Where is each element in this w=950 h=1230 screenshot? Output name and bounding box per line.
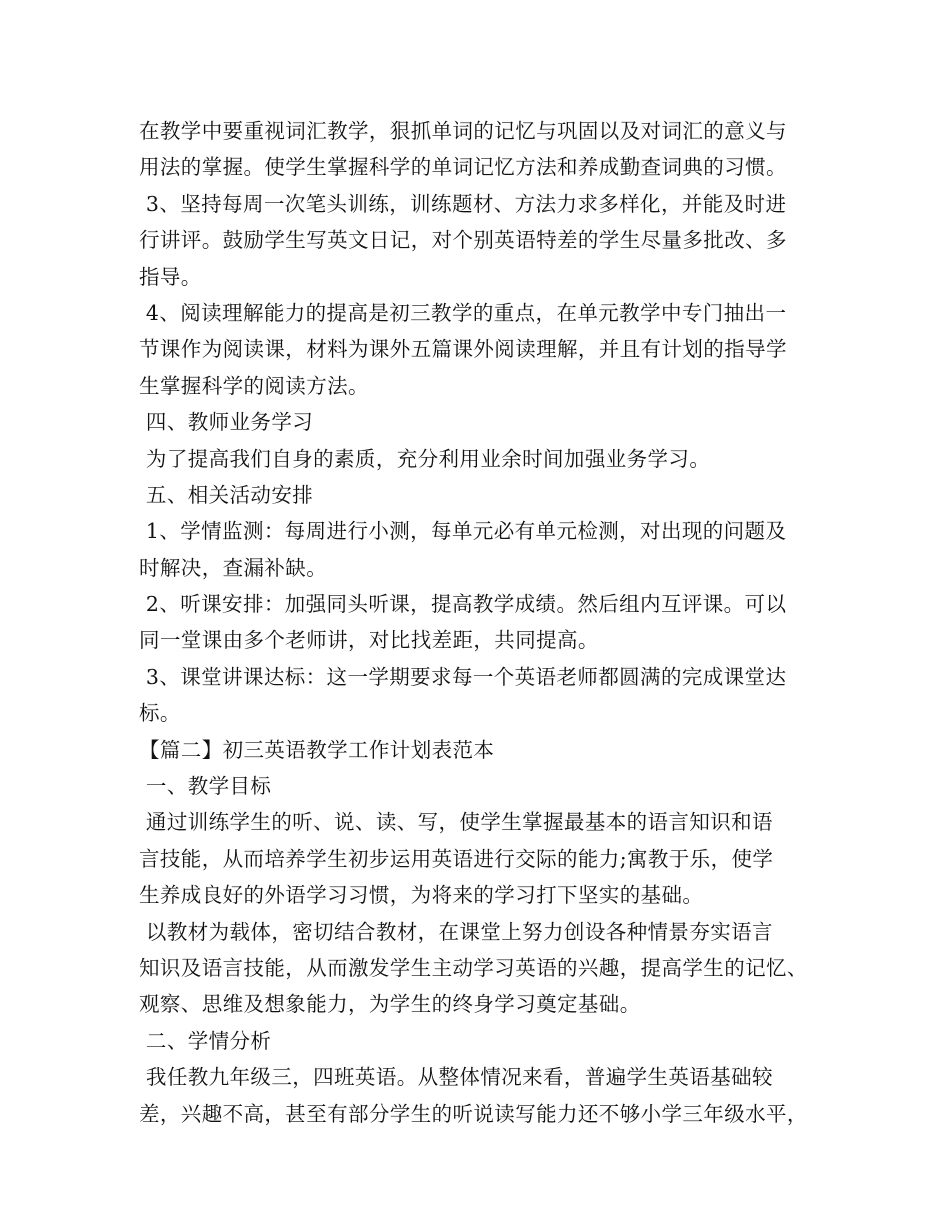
text-line: 言技能，从而培养学生初步运用英语进行交际的能力;寓教于乐，使学	[139, 846, 774, 871]
text-line: 差，兴趣不高，甚至有部分学生的听说读写能力还不够小学三年级水平，	[139, 1101, 808, 1126]
text-line: 时解决，查漏补缺。	[139, 555, 328, 580]
text-line: 通过训练学生的听、说、读、写，使学生掌握最基本的语言知识和语	[139, 810, 773, 835]
text-line: 为了提高我们自身的素质，充分利用业余时间加强业务学习。	[139, 446, 711, 471]
text-line: 标。	[139, 701, 181, 726]
text-line: 我任教九年级三，四班英语。从整体情况来看，普遍学生英语基础较	[139, 1065, 773, 1090]
section-heading: 二、学情分析	[139, 1028, 272, 1053]
text-line: 生掌握科学的阅读方法。	[139, 373, 369, 398]
text-line: 指导。	[139, 264, 202, 289]
text-line: 知识及语言技能，从而激发学生主动学习英语的兴趣，提高学生的记忆、	[139, 955, 808, 980]
text-line: 3、课堂讲课达标：这一学期要求每一个英语老师都圆满的完成课堂达	[139, 664, 787, 689]
text-line: 用法的掌握。使学生掌握科学的单词记忆方法和养成勤查词典的习惯。	[139, 155, 787, 180]
text-line: 以教材为载体，密切结合教材，在课堂上努力创设各种情景夯实语言	[139, 919, 773, 944]
text-line: 2、听课安排：加强同头听课，提高教学成绩。然后组内互评课。可以	[139, 592, 787, 617]
text-line: 3、坚持每周一次笔头训练，训练题材、方法力求多样化，并能及时进	[139, 191, 787, 216]
text-line: 在教学中要重视词汇教学，狠抓单词的记忆与巩固以及对词汇的意义与	[139, 119, 787, 143]
document-body	[139, 113, 839, 1132]
part-title: 【篇二】初三英语教学工作计划表范本	[139, 737, 495, 762]
text-line: 同一堂课由多个老师讲，对比找差距，共同提高。	[139, 628, 599, 653]
section-heading: 五、相关活动安排	[139, 482, 314, 507]
text-line: 观察、思维及想象能力，为学生的终身学习奠定基础。	[139, 992, 641, 1017]
section-heading: 四、教师业务学习	[139, 410, 314, 435]
text-line: 生养成良好的外语学习习惯，为将来的学习打下坚实的基础。	[139, 883, 704, 908]
text-line: 行讲评。鼓励学生写英文日记，对个别英语特差的学生尽量多批改、多	[139, 228, 787, 253]
text-line: 节课作为阅读课，材料为课外五篇课外阅读理解，并且有计划的指导学	[139, 337, 787, 362]
text-line: 1、学情监测：每周进行小测，每单元必有单元检测，对出现的问题及	[139, 519, 787, 544]
section-heading: 一、教学目标	[139, 774, 272, 799]
text-line: 4、阅读理解能力的提高是初三教学的重点，在单元教学中专门抽出一	[139, 300, 787, 325]
